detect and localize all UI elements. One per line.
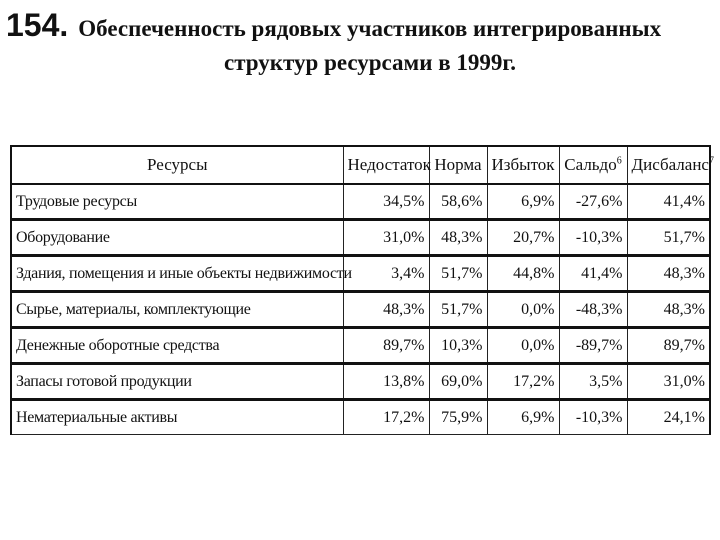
header-imbalance: Дисбаланс$^7$ — [627, 146, 710, 184]
imbalance-cell: 31,0% — [627, 364, 710, 400]
shortage-cell: 89,7% — [343, 328, 429, 364]
title-line-1 — [6, 6, 714, 48]
norm-cell: 48,3% — [429, 220, 487, 256]
shortage-cell: 17,2% — [343, 400, 429, 435]
balance-cell: -10,3% — [559, 400, 627, 435]
balance-cell: -48,3% — [559, 292, 627, 328]
imbalance-cell: 48,3% — [627, 256, 710, 292]
resources-table-container — [10, 145, 714, 435]
table-row — [11, 328, 710, 364]
resource-name-cell: Оборудование — [11, 220, 343, 256]
shortage-cell: 34,5% — [343, 184, 429, 220]
slide-number: 154. — [6, 7, 69, 43]
norm-cell: 51,7% — [429, 256, 487, 292]
surplus-cell: 6,9% — [487, 184, 559, 220]
header-shortage: Недостаток — [343, 146, 429, 184]
resource-name-cell: Запасы готовой продукции — [11, 364, 343, 400]
resource-name-cell: Здания, помещения и иные объекты недвижимости — [11, 256, 343, 292]
table-row — [11, 400, 710, 435]
norm-cell: 69,0% — [429, 364, 487, 400]
norm-cell: 58,6% — [429, 184, 487, 220]
imbalance-cell: 51,7% — [627, 220, 710, 256]
title-text-line-2: структур ресурсами в 1999г. — [224, 50, 516, 75]
table-row — [11, 292, 710, 328]
shortage-cell: 3,4% — [343, 256, 429, 292]
balance-cell: -89,7% — [559, 328, 627, 364]
surplus-cell: 0,0% — [487, 292, 559, 328]
norm-cell: 10,3% — [429, 328, 487, 364]
resources-table — [10, 145, 714, 435]
imbalance-cell: 41,4% — [627, 184, 710, 220]
shortage-cell: 48,3% — [343, 292, 429, 328]
resource-name-cell: Сырье, материалы, комплектующие — [11, 292, 343, 328]
balance-cell: 3,5% — [559, 364, 627, 400]
footnote-marker: 6 — [616, 155, 622, 167]
resource-name-cell: Нематериальные активы — [11, 400, 343, 435]
shortage-cell: 13,8% — [343, 364, 429, 400]
table-row — [11, 364, 710, 400]
surplus-cell: 20,7% — [487, 220, 559, 256]
norm-cell: 75,9% — [429, 400, 487, 435]
table-row — [11, 256, 710, 292]
footnote-marker: 7 — [708, 155, 714, 167]
header-surplus: Избыток — [487, 146, 559, 184]
surplus-cell: 44,8% — [487, 256, 559, 292]
surplus-cell: 0,0% — [487, 328, 559, 364]
resource-name-cell: Денежные оборотные средства — [11, 328, 343, 364]
header-resources: Ресурсы — [11, 146, 343, 184]
surplus-cell: 17,2% — [487, 364, 559, 400]
imbalance-cell: 89,7% — [627, 328, 710, 364]
table-row — [11, 184, 710, 220]
balance-cell: -27,6% — [559, 184, 627, 220]
shortage-cell: 31,0% — [343, 220, 429, 256]
surplus-cell: 6,9% — [487, 400, 559, 435]
slide-title — [6, 6, 714, 78]
table-row — [11, 220, 710, 256]
header-balance: Сальдо$^6$ — [559, 146, 627, 184]
header-norm: Норма — [429, 146, 487, 184]
imbalance-cell: 24,1% — [627, 400, 710, 435]
table-header-row — [11, 146, 710, 184]
resource-name-cell: Трудовые ресурсы — [11, 184, 343, 220]
title-text-line-1: Обеспеченность рядовых участников интегрированных — [78, 16, 662, 41]
balance-cell: 41,4% — [559, 256, 627, 292]
balance-cell: -10,3% — [559, 220, 627, 256]
norm-cell: 51,7% — [429, 292, 487, 328]
imbalance-cell: 48,3% — [627, 292, 710, 328]
